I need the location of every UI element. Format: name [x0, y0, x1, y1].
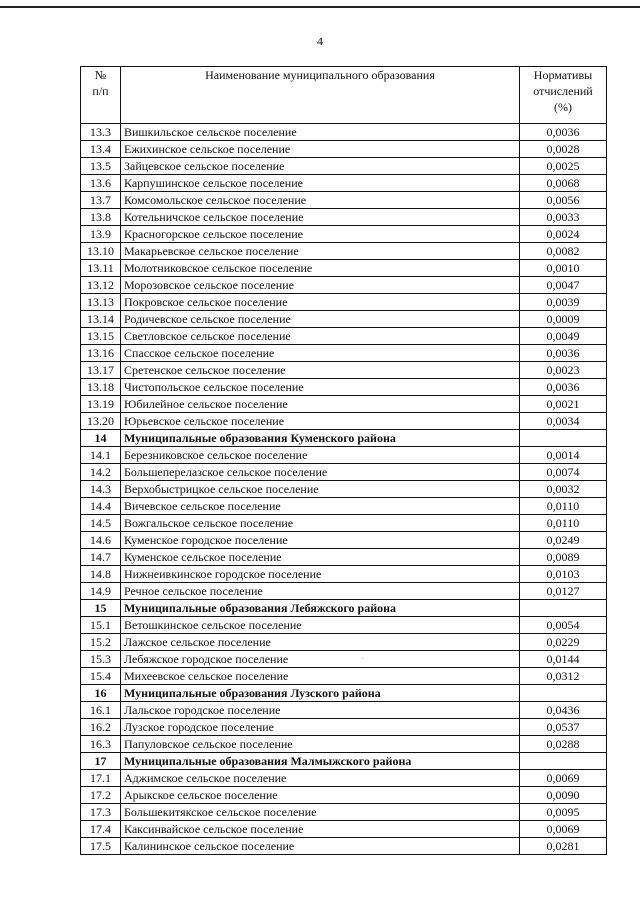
table-row	[81, 158, 607, 175]
row-name: Красногорское сельское поселение	[121, 226, 520, 243]
header-name: Наименование муниципального образования	[121, 67, 520, 124]
row-number: 13.14	[81, 311, 121, 328]
row-number: 13.3	[81, 124, 121, 141]
row-value: 0,0025	[520, 158, 607, 175]
row-number: 17.5	[81, 838, 121, 855]
row-value: 0,0047	[520, 277, 607, 294]
row-value: 0,0054	[520, 617, 607, 634]
row-value	[520, 600, 607, 617]
row-value: 0,0028	[520, 141, 607, 158]
row-value: 0,0110	[520, 515, 607, 532]
row-name: Муниципальные образования Малмыжского района	[121, 753, 520, 770]
row-value: 0,0312	[520, 668, 607, 685]
row-name: Верхобыстрицкое сельское поселение	[121, 481, 520, 498]
row-value: 0,0049	[520, 328, 607, 345]
row-name: Муниципальные образования Лебяжского района	[121, 600, 520, 617]
table-row	[81, 498, 607, 515]
table-row	[81, 838, 607, 855]
table-row	[81, 362, 607, 379]
table-row	[81, 736, 607, 753]
table-row	[81, 328, 607, 345]
table-group-row	[81, 685, 607, 702]
table-row	[81, 379, 607, 396]
table-row	[81, 277, 607, 294]
row-number: 17.1	[81, 770, 121, 787]
row-value: 0,0032	[520, 481, 607, 498]
row-value: 0,0074	[520, 464, 607, 481]
row-name: Нижнеивкинское городское поселение	[121, 566, 520, 583]
row-value: 0,0436	[520, 702, 607, 719]
table-row	[81, 294, 607, 311]
row-number: 17	[81, 753, 121, 770]
row-name: Куменское сельское поселение	[121, 549, 520, 566]
row-number: 15.3	[81, 651, 121, 668]
row-value	[520, 753, 607, 770]
row-number: 14.3	[81, 481, 121, 498]
row-name: Вичевское сельское поселение	[121, 498, 520, 515]
scan-speck: ·	[362, 656, 364, 662]
row-number: 13.12	[81, 277, 121, 294]
row-number: 14	[81, 430, 121, 447]
row-name: Арыкское сельское поселение	[121, 787, 520, 804]
row-number: 15.1	[81, 617, 121, 634]
table-row	[81, 209, 607, 226]
row-number: 14.7	[81, 549, 121, 566]
row-name: Покровское сельское поселение	[121, 294, 520, 311]
row-name: Каксинвайское сельское поселение	[121, 821, 520, 838]
row-number: 13.9	[81, 226, 121, 243]
table-row	[81, 651, 607, 668]
row-number: 13.19	[81, 396, 121, 413]
row-value: 0,0144	[520, 651, 607, 668]
row-name: Юрьевское сельское поселение	[121, 413, 520, 430]
table-row	[81, 821, 607, 838]
row-name: Папуловское сельское поселение	[121, 736, 520, 753]
row-number: 13.11	[81, 260, 121, 277]
row-name: Березниковское сельское поселение	[121, 447, 520, 464]
row-value: 0,0288	[520, 736, 607, 753]
row-number: 14.9	[81, 583, 121, 600]
row-number: 13.20	[81, 413, 121, 430]
table-row	[81, 141, 607, 158]
table-row	[81, 192, 607, 209]
row-value: 0,0089	[520, 549, 607, 566]
table-header-row	[81, 67, 607, 124]
row-name: Сретенское сельское поселение	[121, 362, 520, 379]
row-value: 0,0095	[520, 804, 607, 821]
row-number: 13.17	[81, 362, 121, 379]
row-number: 14.5	[81, 515, 121, 532]
row-value: 0,0090	[520, 787, 607, 804]
row-number: 16.1	[81, 702, 121, 719]
row-number: 16.3	[81, 736, 121, 753]
row-value: 0,0229	[520, 634, 607, 651]
table-row	[81, 447, 607, 464]
row-name: Котельничское сельское поселение	[121, 209, 520, 226]
row-number: 13.4	[81, 141, 121, 158]
row-name: Родичевское сельское поселение	[121, 311, 520, 328]
table-group-row	[81, 430, 607, 447]
row-value: 0,0010	[520, 260, 607, 277]
top-border-line	[0, 6, 640, 8]
row-name: Лажское сельское поселение	[121, 634, 520, 651]
row-value: 0,0281	[520, 838, 607, 855]
row-number: 14.2	[81, 464, 121, 481]
row-number: 17.3	[81, 804, 121, 821]
row-number: 13.10	[81, 243, 121, 260]
table-row	[81, 124, 607, 141]
table-row	[81, 396, 607, 413]
page-number: 4	[317, 34, 323, 48]
row-value: 0,0249	[520, 532, 607, 549]
row-name: Чистопольское сельское поселение	[121, 379, 520, 396]
row-name: Большекитякское сельское поселение	[121, 804, 520, 821]
table-row	[81, 464, 607, 481]
row-number: 16	[81, 685, 121, 702]
row-value: 0,0033	[520, 209, 607, 226]
row-name: Куменское городское поселение	[121, 532, 520, 549]
row-name: Михеевское сельское поселение	[121, 668, 520, 685]
row-value: 0,0039	[520, 294, 607, 311]
row-name: Аджимское сельское поселение	[121, 770, 520, 787]
row-name: Муниципальные образования Куменского района	[121, 430, 520, 447]
row-number: 14.1	[81, 447, 121, 464]
row-number: 13.13	[81, 294, 121, 311]
row-name: Комсомольское сельское поселение	[121, 192, 520, 209]
row-name: Муниципальные образования Лузского района	[121, 685, 520, 702]
norms-table	[80, 66, 607, 855]
row-value: 0,0023	[520, 362, 607, 379]
row-number: 13.7	[81, 192, 121, 209]
row-value: 0,0069	[520, 821, 607, 838]
row-value: 0,0009	[520, 311, 607, 328]
row-number: 14.6	[81, 532, 121, 549]
table-row	[81, 413, 607, 430]
row-name: Лальское городское поселение	[121, 702, 520, 719]
table-row	[81, 702, 607, 719]
table-row	[81, 634, 607, 651]
row-name: Светловское сельское поселение	[121, 328, 520, 345]
row-value: 0,0056	[520, 192, 607, 209]
row-name: Речное сельское поселение	[121, 583, 520, 600]
row-value	[520, 430, 607, 447]
table-body	[81, 124, 607, 855]
row-name: Вишкильское сельское поселение	[121, 124, 520, 141]
row-value: 0,0069	[520, 770, 607, 787]
row-name: Карпушинское сельское поселение	[121, 175, 520, 192]
row-name: Юбилейное сельское поселение	[121, 396, 520, 413]
table-group-row	[81, 600, 607, 617]
row-number: 13.15	[81, 328, 121, 345]
table-row	[81, 770, 607, 787]
table-row	[81, 226, 607, 243]
row-name: Молотниковское сельское поселение	[121, 260, 520, 277]
row-value: 0,0034	[520, 413, 607, 430]
row-value: 0,0068	[520, 175, 607, 192]
row-number: 13.16	[81, 345, 121, 362]
table-row	[81, 243, 607, 260]
row-value: 0,0110	[520, 498, 607, 515]
row-name: Морозовское сельское поселение	[121, 277, 520, 294]
row-value	[520, 685, 607, 702]
row-value: 0,0021	[520, 396, 607, 413]
row-name: Макарьевское сельское поселение	[121, 243, 520, 260]
row-name: Зайцевское сельское поселение	[121, 158, 520, 175]
header-norm: Нормативы отчислений (%)	[520, 67, 607, 124]
row-value: 0,0127	[520, 583, 607, 600]
table-row	[81, 617, 607, 634]
row-value: 0,0103	[520, 566, 607, 583]
table-row	[81, 311, 607, 328]
table-row	[81, 345, 607, 362]
header-number: № п/п	[81, 67, 121, 124]
row-number: 13.18	[81, 379, 121, 396]
table-row	[81, 260, 607, 277]
row-value: 0,0014	[520, 447, 607, 464]
row-name: Калининское сельское поселение	[121, 838, 520, 855]
row-number: 14.4	[81, 498, 121, 515]
row-value: 0,0024	[520, 226, 607, 243]
row-name: Большеперелазское сельское поселение	[121, 464, 520, 481]
row-number: 17.4	[81, 821, 121, 838]
row-number: 15.4	[81, 668, 121, 685]
table-row	[81, 787, 607, 804]
row-value: 0,0082	[520, 243, 607, 260]
table-row	[81, 481, 607, 498]
row-number: 17.2	[81, 787, 121, 804]
table-group-row	[81, 753, 607, 770]
row-name: Лузское городское поселение	[121, 719, 520, 736]
row-name: Спасское сельское поселение	[121, 345, 520, 362]
row-value: 0,0036	[520, 345, 607, 362]
table-row	[81, 583, 607, 600]
table-row	[81, 549, 607, 566]
row-number: 15	[81, 600, 121, 617]
row-name: Лебяжское городское поселение	[121, 651, 520, 668]
row-number: 13.6	[81, 175, 121, 192]
row-value: 0,0036	[520, 124, 607, 141]
table-row	[81, 804, 607, 821]
table-row	[81, 175, 607, 192]
table-row	[81, 532, 607, 549]
row-value: 0,0036	[520, 379, 607, 396]
row-name: Вожгальское сельское поселение	[121, 515, 520, 532]
row-number: 13.5	[81, 158, 121, 175]
table-row	[81, 719, 607, 736]
table-row	[81, 668, 607, 685]
table-row	[81, 566, 607, 583]
row-number: 13.8	[81, 209, 121, 226]
table-row	[81, 515, 607, 532]
row-number: 16.2	[81, 719, 121, 736]
row-name: Ежихинское сельское поселение	[121, 141, 520, 158]
row-value: 0,0537	[520, 719, 607, 736]
row-name: Ветошкинское сельское поселение	[121, 617, 520, 634]
row-number: 14.8	[81, 566, 121, 583]
row-number: 15.2	[81, 634, 121, 651]
